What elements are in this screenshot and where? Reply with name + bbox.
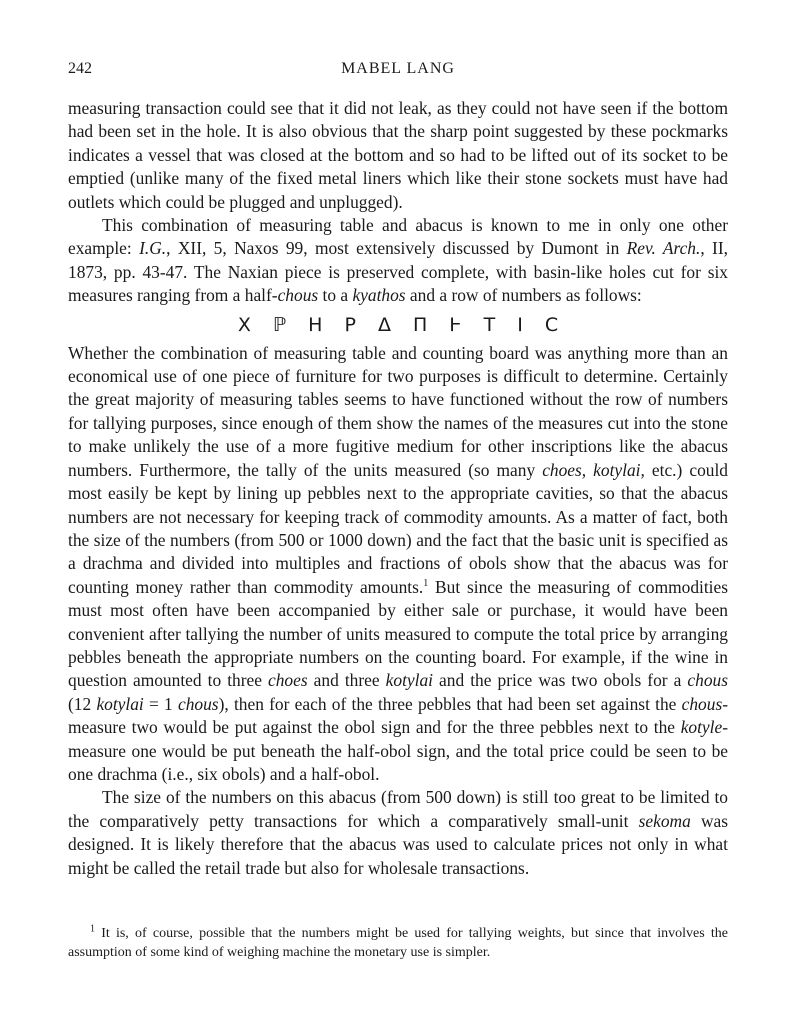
abacus-symbol: Χ xyxy=(237,313,251,336)
abacus-symbol: Ι xyxy=(517,313,523,336)
footnote-reference[interactable]: 1 xyxy=(423,577,429,589)
abacus-symbol: ℙ xyxy=(272,313,287,336)
abacus-symbol: Η xyxy=(308,313,323,336)
paragraph-continued: measuring transaction could see that it did not leak, as they could not have seen if the bottom had been set in the hole. It is also obvious that the sharp point suggested by these pockmarks indicates a vessel that was closed at the bottom and so had to be lifted out of its socket to be emptied (unlike many of the fixed metal liners which like their stone sockets must have had outlets which could be plugged and unplugged). xyxy=(68,98,728,212)
body-text xyxy=(68,97,728,880)
footnote-marker: 1 xyxy=(90,923,95,935)
abacus-symbol: Ρ xyxy=(344,313,356,336)
footnote-1: $^1$ It is, of course, possible that the numbers might be used for tallying weights, but since that involves the assumption of some kind of weighing machine the monetary use is simpler. xyxy=(68,923,728,960)
footnotes xyxy=(68,924,728,962)
page-number: 242 xyxy=(68,60,92,77)
running-head: MABEL LANG xyxy=(341,60,455,77)
abacus-symbol: Τ xyxy=(483,313,496,336)
abacus-symbol: C xyxy=(544,313,559,336)
abacus-symbol: Ͱ xyxy=(449,313,462,336)
paragraph-naxos: This combination of measuring table and abacus is known to me in only one other example: I.G., XII, 5, Naxos 99, most extensively discussed by Dumont in Rev. Arch., II, 1873, pp. 43-47. The Naxian piece is preserved complete, with basin-like holes cut for six measures ranging from a half-chous to a kyathos and a row of numbers as follows: xyxy=(68,215,728,306)
abacus-symbol: Π xyxy=(412,313,428,336)
paragraph-size-of-numbers: The size of the numbers on this abacus (from 500 down) is still too great to be limited to the comparatively petty transactions for which a comparatively small-unit sekoma was designed. It is likely therefore that the abacus was used to calculate prices not only in what might be called the retail trade but also for wholesale transactions. xyxy=(68,787,728,878)
page-header xyxy=(68,60,728,84)
abacus-symbol: Δ xyxy=(377,313,391,336)
abacus-numbers-row xyxy=(68,308,728,342)
paragraph-combination: Whether the combination of measuring table and counting board was anything more than an economical use of one piece of furniture for two purposes is difficult to determine. Certainly the great majority of measuring tables seems to have functioned without the row of numbers for tallying purposes, since enough of them show the names of the measures cut into the stone to make unlikely the use of a more fugitive medium for other inscriptions like the abacus numbers. Furthermore, the tally of the units measured (so many choes, kotylai, etc.) could most easily be kept by lining up pebbles next to the appropriate cavities, so that the abacus numbers are not necessary for keeping track of commodity amounts. As a matter of fact, both the size of the numbers (from 500 or 1000 down) and the fact that the basic unit is specified as a drachma and divided into multiples and fractions of obols show that the abacus was for counting money rather than commodity amounts.$^1$ But since the measuring of commodities must most often have been accompanied by either sale or purchase, it would have been convenient after tallying the number of units measured to compute the total price by arranging pebbles beneath the appropriate numbers on the counting board. For example, if the wine in question amounted to three choes and three kotylai and the price was two obols for a chous (12 kotylai = 1 chous), then for each of the three pebbles that had been set against the chous-measure two would be put against the obol sign and for the three pebbles next to the kotyle-measure one would be put beneath the half-obol sign, and the total price could be seen to be one drachma (i.e., six obols) and a half-obol. xyxy=(68,342,729,784)
